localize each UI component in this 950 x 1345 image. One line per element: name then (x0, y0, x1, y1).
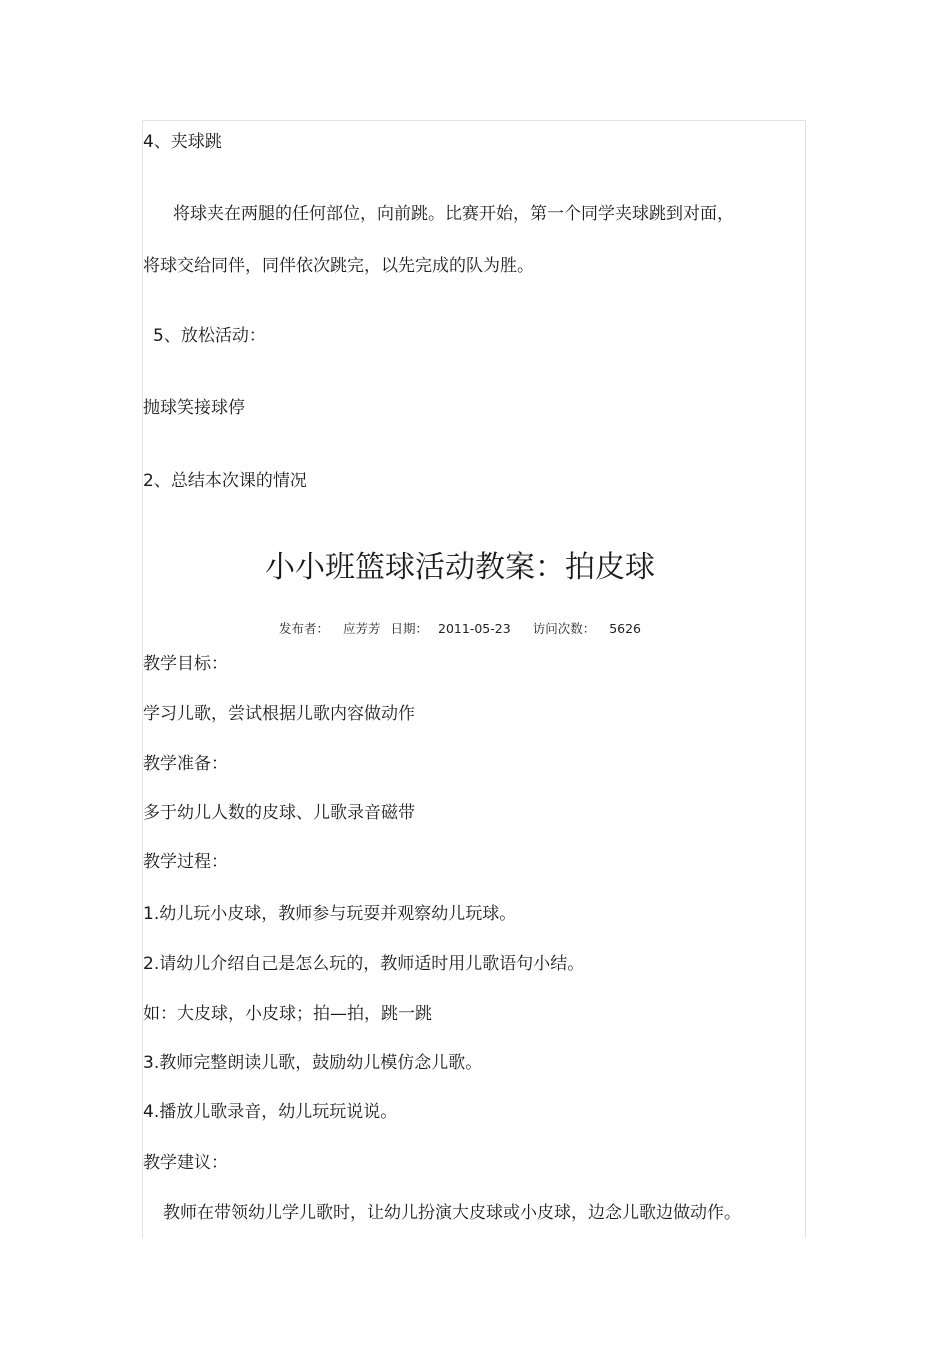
publish-date: 2011-05-23 (438, 621, 511, 636)
process-step: 4.播放儿歌录音，幼儿玩玩说说。 (143, 1102, 398, 1122)
goal-heading: 教学目标： (143, 654, 228, 674)
summary-heading: 2、总结本次课的情况 (143, 471, 307, 491)
relax-desc: 抛球笑接球停 (143, 398, 245, 418)
jump-desc-line2: 将球交给同伴，同伴依次跳完，以先完成的队为胜。 (143, 256, 534, 276)
advice-heading: 教学建议： (143, 1153, 228, 1173)
date-label: 日期： (390, 621, 429, 636)
visit-count: 5626 (609, 621, 642, 636)
process-example: 如：大皮球，小皮球；拍—拍，跳一跳 (143, 1004, 432, 1024)
prep-heading: 教学准备： (143, 754, 228, 774)
relax-heading: 5、放松活动： (153, 326, 266, 346)
article-meta (143, 620, 777, 638)
goal-text: 学习儿歌，尝试根据儿歌内容做动作 (143, 704, 415, 724)
jump-desc-line1: 将球夹在两腿的任何部位，向前跳。比赛开始，第一个同学夹球跳到对面， (173, 204, 734, 224)
process-step: 1.幼儿玩小皮球，教师参与玩耍并观察幼儿玩球。 (143, 904, 517, 924)
process-heading: 教学过程： (143, 852, 228, 872)
jump-heading: 4、夹球跳 (143, 132, 222, 152)
visits-label: 访问次数： (532, 621, 596, 636)
advice-text: 教师在带领幼儿学儿歌时，让幼儿扮演大皮球或小皮球，边念儿歌边做动作。 (163, 1203, 741, 1223)
publisher-name: 应芳芳 (343, 621, 381, 636)
process-step: 3.教师完整朗读儿歌，鼓励幼儿模仿念儿歌。 (143, 1053, 483, 1073)
prep-text: 多于幼儿人数的皮球、儿歌录音磁带 (143, 803, 415, 823)
article-title: 小小班篮球活动教案：拍皮球 (265, 550, 655, 585)
process-step: 2.请幼儿介绍自己是怎么玩的，教师适时用儿歌语句小结。 (143, 954, 585, 974)
publisher-label: 发布者： (278, 621, 329, 636)
